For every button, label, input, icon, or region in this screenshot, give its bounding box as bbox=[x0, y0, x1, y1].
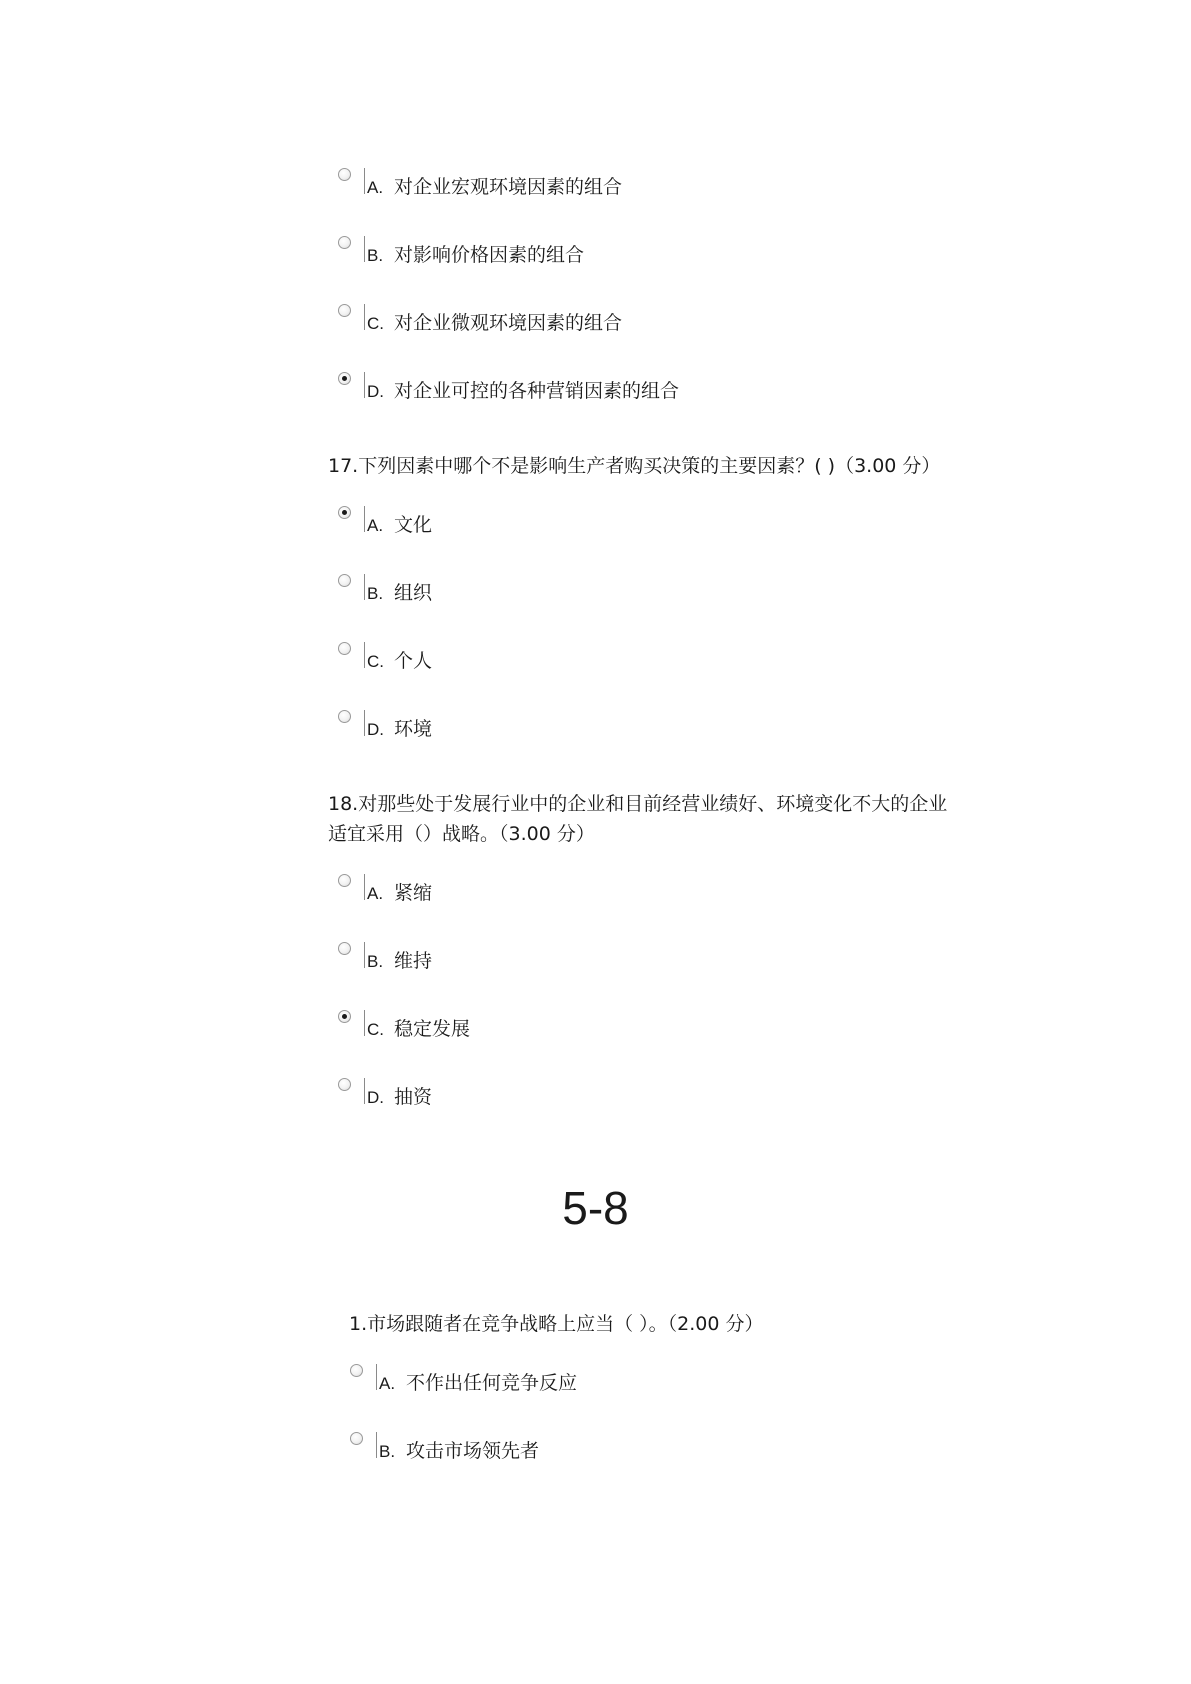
q18-option-d-text: 抽资 bbox=[394, 1086, 433, 1108]
option-divider bbox=[376, 1364, 377, 1390]
q18-option-a-radio[interactable] bbox=[338, 874, 351, 887]
s2q1-option-b-letter: B. bbox=[379, 1442, 396, 1461]
option-divider bbox=[376, 1432, 377, 1458]
option-divider bbox=[364, 506, 365, 532]
option-divider bbox=[364, 874, 365, 900]
q16-option-c-text: 对企业微观环境因素的组合 bbox=[394, 312, 623, 334]
option-divider bbox=[364, 642, 365, 668]
s2q1-option-a-text: 不作出任何竞争反应 bbox=[406, 1372, 578, 1394]
option-divider bbox=[364, 304, 365, 330]
q16-option-c-letter: C. bbox=[367, 314, 384, 333]
q17-option-c-text: 个人 bbox=[394, 650, 433, 672]
q16-option-d-radio[interactable] bbox=[338, 372, 351, 385]
q16-option-d-letter: D. bbox=[367, 382, 384, 401]
s2q1-option-b-text: 攻击市场领先者 bbox=[406, 1440, 540, 1462]
q17-stem: 17.下列因素中哪个不是影响生产者购买决策的主要因素？( )（3.00 分） bbox=[328, 455, 941, 477]
q17-option-d-letter: D. bbox=[367, 720, 384, 739]
s2q1-stem: 1.市场跟随者在竞争战略上应当（ ）。（2.00 分） bbox=[349, 1313, 764, 1335]
q18-option-a-text: 紧缩 bbox=[394, 882, 433, 904]
q17-option-c-letter: C. bbox=[367, 652, 384, 671]
section-title: 5-8 bbox=[562, 1182, 629, 1234]
q17-option-a-letter: A. bbox=[367, 516, 384, 535]
q16-option-a-text: 对企业宏观环境因素的组合 bbox=[394, 176, 623, 198]
q18-option-b-letter: B. bbox=[367, 952, 384, 971]
q16-option-b-radio[interactable] bbox=[338, 236, 351, 249]
q18-option-b-radio[interactable] bbox=[338, 942, 351, 955]
s2q1-option-a-letter: A. bbox=[379, 1374, 396, 1393]
q18-option-a-letter: A. bbox=[367, 884, 384, 903]
q18-option-d-radio[interactable] bbox=[338, 1078, 351, 1091]
q17-option-a-text: 文化 bbox=[394, 514, 433, 536]
option-divider bbox=[364, 168, 365, 194]
q17-option-d-text: 环境 bbox=[394, 718, 433, 740]
s2q1-option-a-radio[interactable] bbox=[350, 1364, 363, 1377]
q17-option-b-text: 组织 bbox=[394, 582, 433, 604]
option-divider bbox=[364, 1078, 365, 1104]
q16-option-a-letter: A. bbox=[367, 178, 384, 197]
q17-option-d-radio[interactable] bbox=[338, 710, 351, 723]
q16-option-a-radio[interactable] bbox=[338, 168, 351, 181]
q16-option-b-letter: B. bbox=[367, 246, 384, 265]
q17-option-c-radio[interactable] bbox=[338, 642, 351, 655]
option-divider bbox=[364, 372, 365, 398]
q18-option-c-letter: C. bbox=[367, 1020, 384, 1039]
q18-stem-line2: 适宜采用（）战略。（3.00 分） bbox=[328, 823, 595, 845]
q18-option-c-radio[interactable] bbox=[338, 1010, 351, 1023]
q17-option-b-radio[interactable] bbox=[338, 574, 351, 587]
option-divider bbox=[364, 1010, 365, 1036]
s2q1-option-b-radio[interactable] bbox=[350, 1432, 363, 1445]
q18-stem-line1: 18.对那些处于发展行业中的企业和目前经营业绩好、环境变化不大的企业 bbox=[328, 793, 948, 815]
option-divider bbox=[364, 236, 365, 262]
q16-option-d-text: 对企业可控的各种营销因素的组合 bbox=[394, 380, 680, 402]
q16-option-c-radio[interactable] bbox=[338, 304, 351, 317]
q18-option-d-letter: D. bbox=[367, 1088, 384, 1107]
option-divider bbox=[364, 942, 365, 968]
q17-option-b-letter: B. bbox=[367, 584, 384, 603]
option-divider bbox=[364, 574, 365, 600]
option-divider bbox=[364, 710, 365, 736]
q17-option-a-radio[interactable] bbox=[338, 506, 351, 519]
q16-option-b-text: 对影响价格因素的组合 bbox=[394, 244, 585, 266]
q18-option-b-text: 维持 bbox=[394, 950, 433, 972]
q18-option-c-text: 稳定发展 bbox=[394, 1018, 471, 1040]
